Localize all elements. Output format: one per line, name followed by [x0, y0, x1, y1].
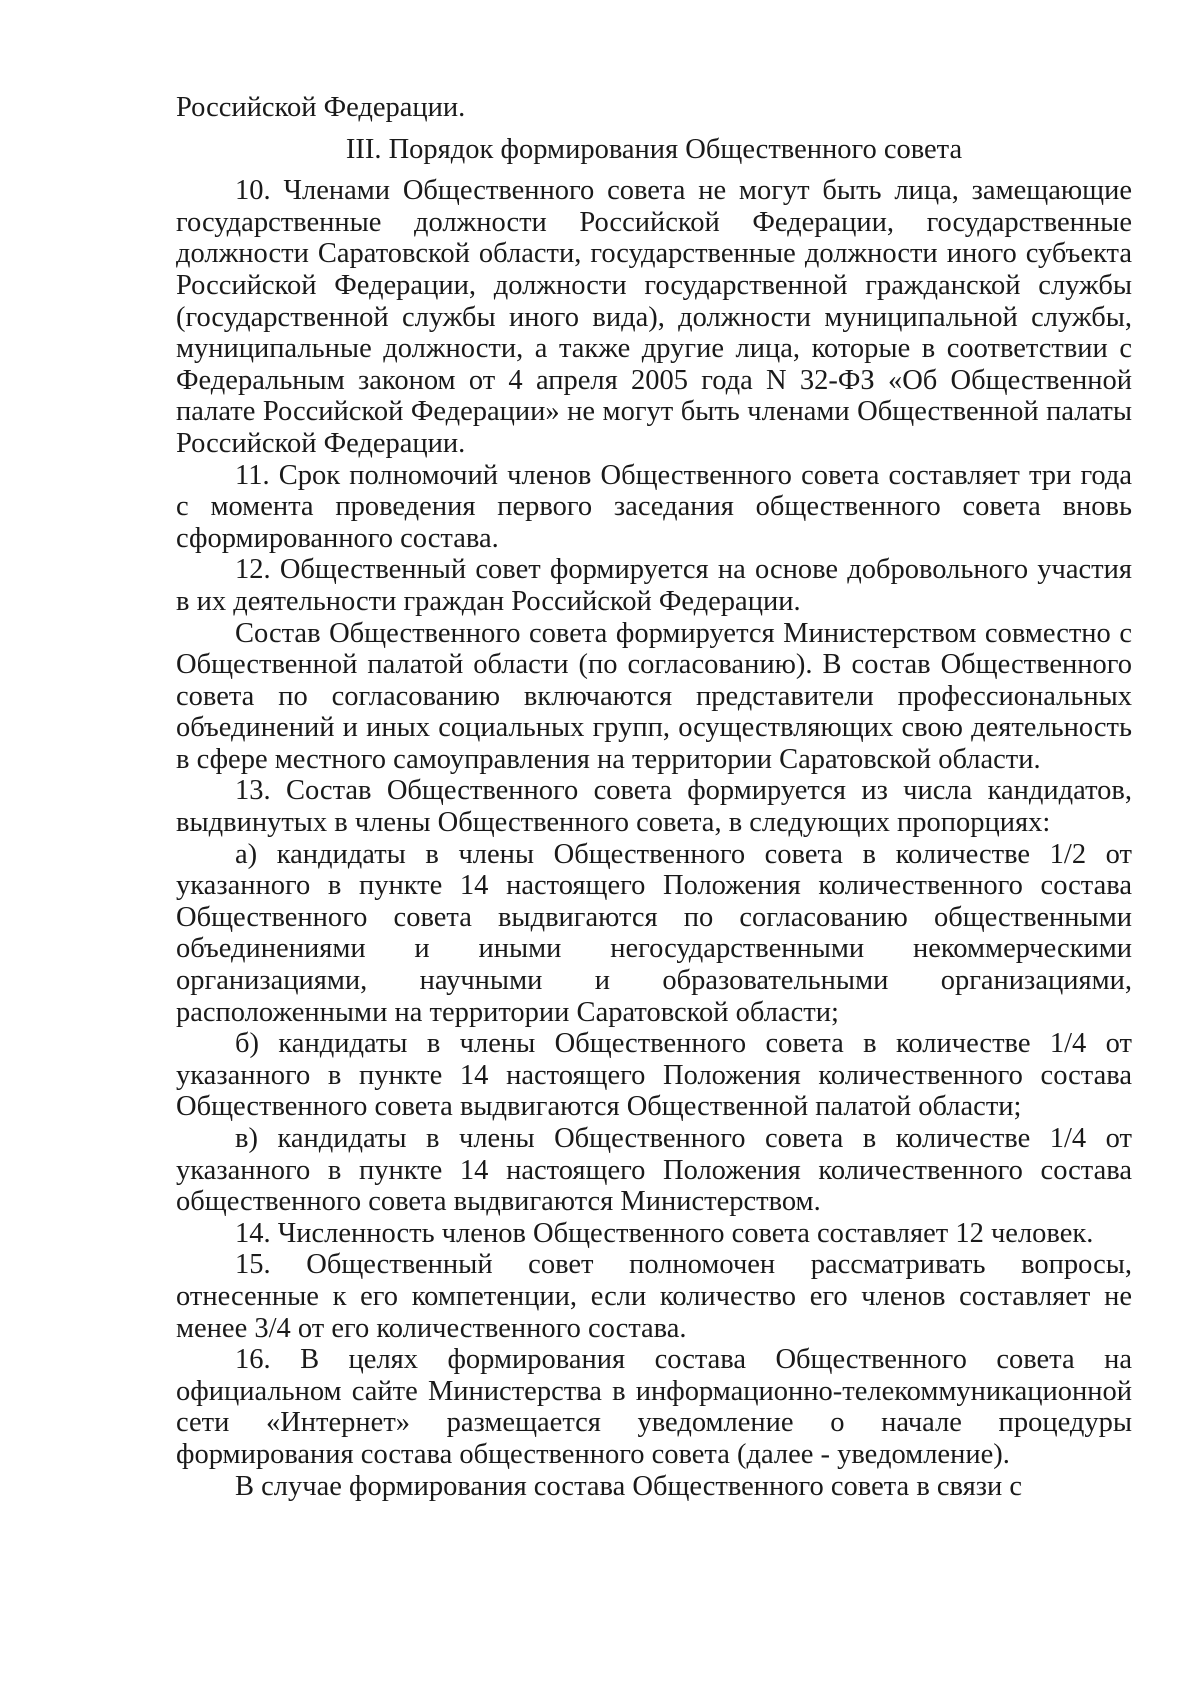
continuation-line: Российской Федерации. — [176, 92, 466, 123]
section-title: III. Порядок формирования Общественного совета — [345, 133, 963, 165]
paragraph-13-a: а) кандидаты в члены Общественного совета в количестве 1/2 от указанного в пункте 14 настоящего Положения количественного состава Общественного совета выдвигаются по согласованию общественными объединениями и иными негосударственными некоммерческими организациями, научными и образовательными организациями, расположенными на территории Саратовской области; — [176, 838, 1132, 1028]
document-body — [176, 92, 1132, 1502]
paragraph-10: 10. Членами Общественного совета не могут быть лица, замещающие государственные должности Российской Федерации, государственные должности Саратовской области, государственные должности иного субъекта Российской Федерации, должности государственной гражданской службы (государственной службы иного вида), должности муниципальной службы, муниципальные должности, а также другие лица, которые в соответствии с Федеральным законом от 4 апреля 2005 года N 32-ФЗ «Об Общественной палате Российской Федерации» не могут быть членами Общественной палаты Российской Федерации. — [176, 175, 1132, 459]
paragraph-16-continued: В случае формирования состава Общественного совета в связи с — [235, 1470, 1023, 1502]
paragraph-13-b: б) кандидаты в члены Общественного совета в количестве 1/4 от указанного в пункте 14 настоящего Положения количественного состава Общественного совета выдвигаются Общественной палатой области; — [176, 1028, 1132, 1123]
paragraph-13: 13. Состав Общественного совета формируется из числа кандидатов, выдвинутых в члены Общественного совета, в следующих пропорциях: — [176, 775, 1132, 839]
paragraph-15: 15. Общественный совет полномочен рассматривать вопросы, отнесенные к его компетенции, если количество его членов составляет не менее 3/4 от его количественного состава. — [176, 1249, 1132, 1344]
paragraph-12-composition: Состав Общественного совета формируется Министерством совместно с Общественной палатой области (по согласованию). В состав Общественного совета по согласованию включаются представители профессиональных объединений и иных социальных групп, осуществляющих свою деятельность в сфере местного самоуправления на территории Саратовской области. — [176, 617, 1132, 775]
paragraph-11: 11. Срок полномочий членов Общественного совета составляет три года с момента проведения первого заседания общественного совета вновь сформированного состава. — [176, 459, 1132, 554]
paragraph-14: 14. Численность членов Общественного совета составляет 12 человек. — [235, 1217, 1094, 1249]
paragraph-12: 12. Общественный совет формируется на основе добровольного участия в их деятельности граждан Российской Федерации. — [176, 554, 1132, 617]
paragraph-16: 16. В целях формирования состава Общественного совета на официальном сайте Министерства в информационно-телекоммуникационной сети «Интернет» размещается уведомление о начале процедуры формирования состава общественного совета (далее - уведомление). — [176, 1344, 1132, 1470]
paragraph-13-v: в) кандидаты в члены Общественного совета в количестве 1/4 от указанного в пункте 14 настоящего Положения количественного состава общественного совета выдвигаются Министерством. — [176, 1123, 1132, 1218]
